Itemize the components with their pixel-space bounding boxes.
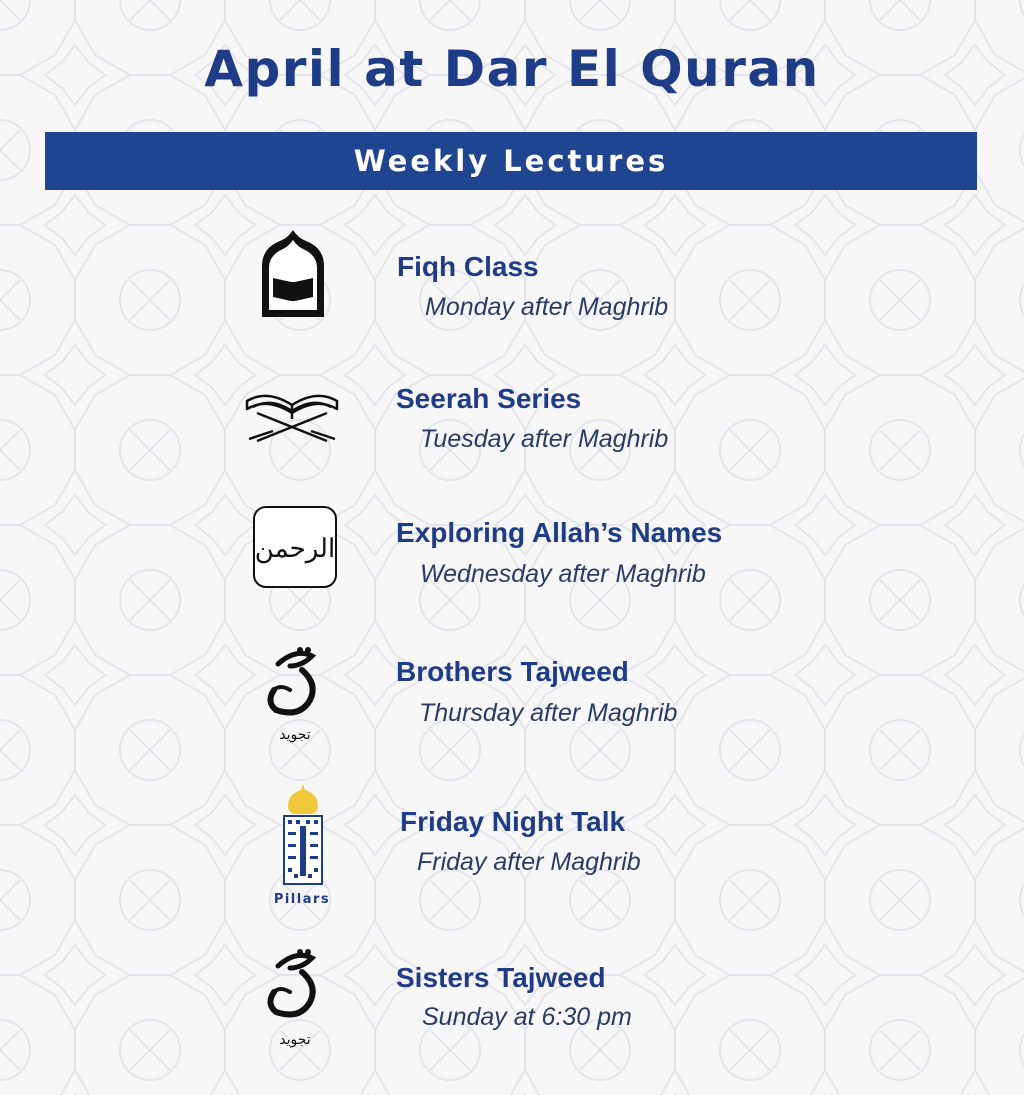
tajweed-logo-icon <box>260 948 330 1052</box>
book-niche-icon <box>258 228 328 320</box>
calligraphy-tile-icon <box>252 505 338 589</box>
lecture-time: Monday after Maghrib <box>425 293 669 321</box>
lecture-time: Friday after Maghrib <box>417 848 641 876</box>
lecture-name: Seerah Series <box>396 383 582 414</box>
tajweed-logo-icon <box>260 646 330 746</box>
lecture-name: Friday Night Talk <box>400 806 626 837</box>
lecture-name: Brothers Tajweed <box>396 656 629 687</box>
lecture-time: Thursday after Maghrib <box>419 699 678 727</box>
section-title: Weekly Lectures <box>353 144 669 178</box>
section-header-bar <box>45 132 977 190</box>
tajweed-caption: تجويد <box>279 727 311 743</box>
lecture-name: Sisters Tajweed <box>396 962 606 993</box>
page-title: April at Dar El Quran <box>204 40 820 98</box>
lecture-time: Sunday at 6:30 pm <box>422 1003 632 1031</box>
lecture-name: Exploring Allah’s Names <box>396 517 723 548</box>
tajweed-caption: تجويد <box>279 1032 311 1048</box>
lecture-name: Fiqh Class <box>397 251 539 282</box>
lecture-time: Wednesday after Maghrib <box>420 560 706 588</box>
quran-stand-icon <box>243 383 341 447</box>
pillars-caption: Pillars <box>273 892 331 907</box>
pillars-logo-icon <box>272 782 334 888</box>
calligraphy-text: الرحمن <box>254 534 336 564</box>
lecture-time: Tuesday after Maghrib <box>420 425 669 453</box>
